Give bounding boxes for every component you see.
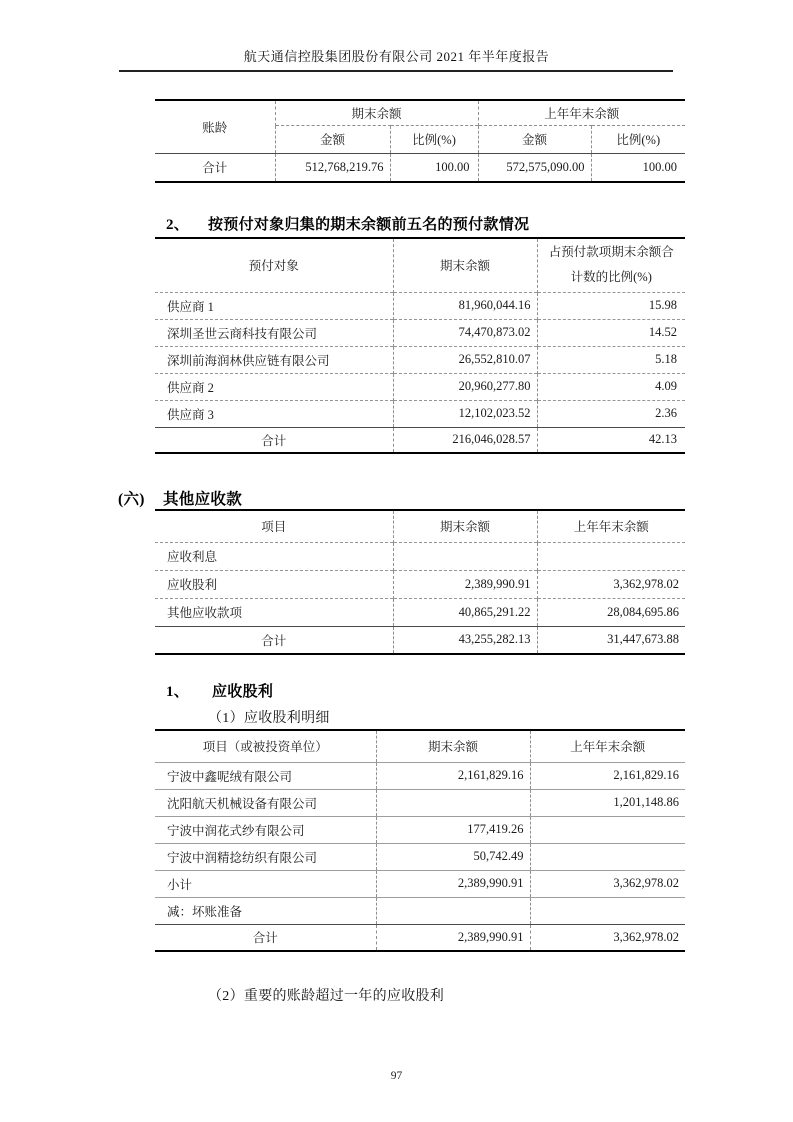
table-cell: 供应商 1 <box>155 292 393 319</box>
table-cell: 应收股利 <box>155 570 393 598</box>
table-cell: 15.98 <box>537 292 685 319</box>
subsection-dividend-detail: （1）应收股利明细 <box>208 711 330 726</box>
table-cell <box>393 542 537 570</box>
col-header-item-or-investee: 项目（或被投资单位） <box>202 740 328 755</box>
table-cell: 深圳前海润林供应链有限公司 <box>155 346 393 373</box>
table-cell: 4.09 <box>537 373 685 400</box>
table-cell: 177,419.26 <box>376 816 530 843</box>
col-header-prior-year-balance: 上年年末余额 <box>537 510 685 542</box>
total-label: 合计 <box>155 626 393 654</box>
prepayments-table <box>155 237 685 454</box>
total-prior-ratio: 100.00 <box>591 153 685 182</box>
table-cell: 2,389,990.91 <box>393 570 537 598</box>
table-cell <box>530 843 685 870</box>
col-header-ending-balance: 期末余额 <box>376 730 530 762</box>
table-cell: 应收利息 <box>155 542 393 570</box>
total-ratio: 42.13 <box>537 427 685 453</box>
subtotal-ending: 2,389,990.91 <box>376 870 530 897</box>
col-header-ending-balance: 期末余额 <box>393 510 537 542</box>
header-rule <box>119 70 673 72</box>
col-header-ending-balance: 期末余额 <box>275 100 478 125</box>
table-cell <box>376 789 530 816</box>
total-label: 合计 <box>155 153 275 182</box>
table-cell: 28,084,695.86 <box>537 598 685 626</box>
total-amount: 216,046,028.57 <box>393 427 537 453</box>
table-cell: 50,742.49 <box>376 843 530 870</box>
table-cell: 40,865,291.22 <box>393 598 537 626</box>
table-cell: 2,161,829.16 <box>376 762 530 789</box>
aging-summary-table <box>155 99 685 183</box>
total-ending: 2,389,990.91 <box>376 924 530 951</box>
less-bad-debt-label: 减：坏账准备 <box>155 897 376 924</box>
total-label: 合计 <box>155 427 393 453</box>
col-header-prior-year-balance: 上年年末余额 <box>530 730 685 762</box>
page-title: 航天通信控股集团股份有限公司 2021 年半年度报告 <box>243 49 550 64</box>
section-title: 其他应收款 <box>163 491 243 508</box>
table-cell: 宁波中润花式纱有限公司 <box>155 816 376 843</box>
total-prior-amount: 572,575,090.00 <box>478 153 591 182</box>
table-cell: 宁波中鑫呢绒有限公司 <box>155 762 376 789</box>
dividend-detail-table <box>155 729 685 952</box>
table-cell: 12,102,023.52 <box>393 400 537 427</box>
section-number: 2、 <box>166 217 190 233</box>
subsection-aged-dividends: （2）重要的账龄超过一年的应收股利 <box>208 989 445 1004</box>
table-cell: 14.52 <box>537 319 685 346</box>
subtotal-prior: 3,362,978.02 <box>530 870 685 897</box>
total-label: 合计 <box>155 924 376 951</box>
table-cell: 81,960,044.16 <box>393 292 537 319</box>
section-heading-dividends-receivable <box>166 680 273 701</box>
table-cell: 宁波中润精捻纺织有限公司 <box>155 843 376 870</box>
total-ending: 43,255,282.13 <box>393 626 537 654</box>
col-header-ratio: 比例(%) <box>591 125 685 153</box>
table-cell: 供应商 3 <box>155 400 393 427</box>
page-number: 97 <box>390 1070 403 1082</box>
col-header-amount: 金额 <box>275 125 390 153</box>
col-header-ending-balance: 期末余额 <box>393 238 537 292</box>
table-cell <box>376 897 530 924</box>
section-number: (六) <box>118 491 145 508</box>
table-cell: 26,552,810.07 <box>393 346 537 373</box>
section-title: 按预付对象归集的期末余额前五名的预付款情况 <box>208 217 530 233</box>
total-prior: 31,447,673.88 <box>537 626 685 654</box>
table-cell: 1,201,148.86 <box>530 789 685 816</box>
total-ending-ratio: 100.00 <box>390 153 478 182</box>
col-header-amount: 金额 <box>478 125 591 153</box>
col-header-prepay-target: 预付对象 <box>248 259 299 274</box>
table-cell <box>530 897 685 924</box>
table-cell: 深圳圣世云商科技有限公司 <box>155 319 393 346</box>
col-header-ratio: 比例(%) <box>390 125 478 153</box>
col-header-prior-year-balance: 上年年末余额 <box>478 100 685 125</box>
table-cell: 74,470,873.02 <box>393 319 537 346</box>
table-cell: 20,960,277.80 <box>393 373 537 400</box>
col-header-aging: 账龄 <box>202 120 228 135</box>
table-cell: 3,362,978.02 <box>537 570 685 598</box>
total-prior: 3,362,978.02 <box>530 924 685 951</box>
col-header-item: 项目 <box>261 520 287 535</box>
subtotal-label: 小计 <box>155 870 376 897</box>
section-heading-prepayments <box>166 213 529 234</box>
section-number: 1、 <box>166 684 190 700</box>
table-cell: 其他应收款项 <box>155 598 393 626</box>
section-heading-other-receivables <box>118 487 242 509</box>
table-cell: 沈阳航天机械设备有限公司 <box>155 789 376 816</box>
table-cell <box>530 816 685 843</box>
table-cell: 2,161,829.16 <box>530 762 685 789</box>
total-ending-amount: 512,768,219.76 <box>275 153 390 182</box>
col-header-ratio-of-total: 占预付款项期末余额合计数的比例(%) <box>537 238 685 292</box>
table-cell: 2.36 <box>537 400 685 427</box>
table-cell: 供应商 2 <box>155 373 393 400</box>
table-cell: 5.18 <box>537 346 685 373</box>
table-cell <box>537 542 685 570</box>
other-receivables-table <box>155 509 685 655</box>
section-title: 应收股利 <box>212 684 274 700</box>
